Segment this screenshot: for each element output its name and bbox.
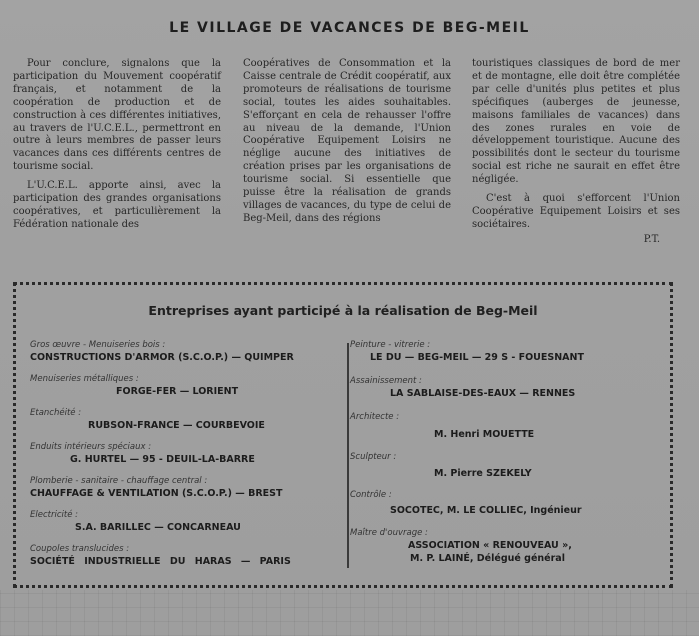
credit-label: Enduits intérieurs spéciaux : xyxy=(30,442,152,452)
credit-entry xyxy=(30,340,330,364)
credit-entry xyxy=(30,510,330,534)
credit-value: SOCOTEC, M. LE COLLIEC, Ingénieur xyxy=(390,505,582,516)
credit-label: Assainissement : xyxy=(350,376,422,386)
credit-label: Electricité : xyxy=(30,510,78,520)
credit-entry xyxy=(30,442,330,466)
credit-entry xyxy=(350,412,650,441)
credit-value: LA SABLAISE-DES-EAUX — RENNES xyxy=(390,388,576,399)
credit-label: Peinture - vitrerie : xyxy=(350,340,431,350)
credit-value: ASSOCIATION « RENOUVEAU », xyxy=(408,540,572,551)
credit-value: LE DU — BEG-MEIL — 29 S - FOUESNANT xyxy=(370,352,584,363)
credit-entry xyxy=(30,476,330,500)
credit-value: M. Pierre SZEKELY xyxy=(434,468,532,479)
credit-value: CONSTRUCTIONS D'ARMOR (S.C.O.P.) — QUIMPER xyxy=(30,352,294,363)
credits-box-title: Entreprises ayant participé à la réalisation de Beg-Meil xyxy=(148,303,538,318)
credit-entry xyxy=(30,408,330,432)
credit-value-line-2: M. P. LAINÉ, Délégué général xyxy=(410,553,565,564)
credit-label: Plomberie - sanitaire - chauffage central : xyxy=(30,476,208,486)
paragraph: touristiques classiques de bord de mer et de montagne, elle doit être complétée par celle d'unités plus petites et plus spécifiques (auberges de jeunesse, maisons familiales de vacances) dans des zones rurales en voie de développement touristique. Aucune des possibilités dont le secteur du tourisme social est riche ne saurait en effet être négligée. xyxy=(472,58,680,186)
column-divider xyxy=(347,343,349,568)
credit-label: Maître d'ouvrage : xyxy=(350,528,428,538)
paragraph: Coopératives de Consommation et la Caisse centrale de Crédit coopératif, aux promoteurs de réalisations de tourisme social, toutes les aides souhaitables. S'efforçant en cela de rehausser l'offre au niveau de la demande, l'Union Coopérative Equipement Loisirs ne néglige aucune des initiatives de création prises par les organisations de tourisme social. Si essentielle que puisse être la réalisation de grands villages de vacances, du type de celui de Beg-Meil, dans des régions xyxy=(243,58,451,224)
credit-label: Coupoles translucides : xyxy=(30,544,130,554)
paragraph: Pour conclure, signalons que la participation du Mouvement coopératif français, et notamment de la coopération de production et de construction à ces différentes initiatives, au travers de l'U.C.E.L., permettront en outre à leurs membres de passer leurs vacances dans ces différents centres de tourisme social. xyxy=(13,58,221,173)
credit-value: M. Henri MOUETTE xyxy=(434,429,535,440)
credit-label: Architecte : xyxy=(350,412,400,422)
credit-value: CHAUFFAGE & VENTILATION (S.C.O.P.) — BREST xyxy=(30,488,283,499)
credit-label: Contrôle : xyxy=(350,490,392,500)
paragraph: C'est à quoi s'efforcent l'Union Coopérative Equipement Loisirs et ses sociétaires. xyxy=(472,193,680,230)
credit-label: Gros œuvre - Menuiseries bois : xyxy=(30,340,166,350)
credit-entry xyxy=(350,490,650,517)
grid-paper-background xyxy=(0,590,699,636)
credit-entry xyxy=(350,340,650,364)
credit-value: RUBSON-FRANCE — COURBEVOIE xyxy=(88,420,265,431)
credit-value: G. HURTEL — 95 - DEUIL-LA-BARRE xyxy=(70,454,255,465)
credit-label: Menuiseries métalliques : xyxy=(30,374,139,384)
article-column-2 xyxy=(243,58,451,232)
credit-value: S.A. BARILLEC — CONCARNEAU xyxy=(75,522,241,533)
credit-entry xyxy=(30,374,330,398)
credit-entry xyxy=(350,528,650,565)
credit-value: FORGE-FER — LORIENT xyxy=(116,386,239,397)
credit-entry xyxy=(350,376,650,400)
credit-label: Etanchéité : xyxy=(30,408,82,418)
credit-label: Sculpteur : xyxy=(350,452,397,462)
article-column-1 xyxy=(13,58,221,238)
article-title: LE VILLAGE DE VACANCES DE BEG-MEIL xyxy=(169,20,530,36)
credit-value: SOCIÉTÉ INDUSTRIELLE DU HARAS — PARIS xyxy=(30,556,291,567)
credit-entry xyxy=(30,544,330,568)
credit-entry xyxy=(350,452,650,480)
signature: P.T. xyxy=(643,233,660,245)
article-column-3 xyxy=(472,58,680,247)
paragraph: L'U.C.E.L. apporte ainsi, avec la participation des grandes organisations coopératives, et particulièrement la Fédération nationale des xyxy=(13,180,221,230)
